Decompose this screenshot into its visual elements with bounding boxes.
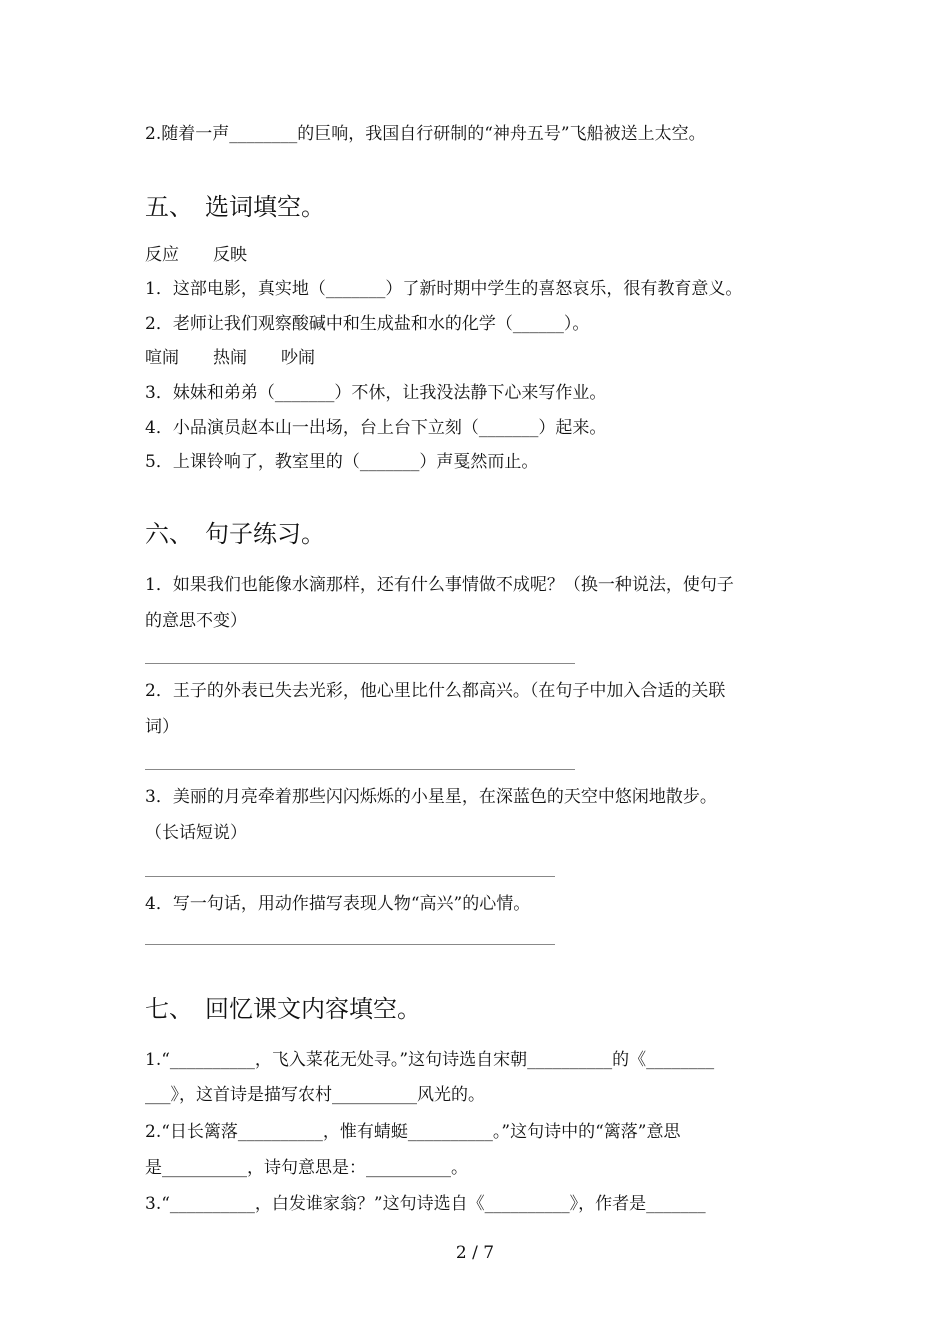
section-7-heading: 七、 回忆课文内容填空。 — [145, 995, 421, 1023]
page-number: 2 / 7 — [455, 1243, 495, 1263]
question-7-1-line-2: ___》，这首诗是描写农村__________风光的。 — [145, 1085, 485, 1105]
answer-line[interactable] — [145, 944, 555, 945]
question-5-3: 3．妹妹和弟弟（_______）不休，让我没法静下心来写作业。 — [145, 383, 607, 403]
question-5-4: 4．小品演员赵本山一出场，台上台下立刻（_______）起来。 — [145, 418, 607, 438]
question-4-2: 2.随着一声________的巨响，我国自行研制的“神舟五号”飞船被送上太空。 — [145, 124, 706, 144]
answer-line[interactable] — [145, 769, 575, 770]
section-6-heading: 六、 句子练习。 — [145, 520, 325, 548]
question-6-2-line-1: 2．王子的外表已失去光彩，他心里比什么都高兴。（在句子中加入合适的关联 — [145, 681, 726, 701]
question-7-2-line-1: 2.“日长篱落__________，惟有蜻蜓__________。”这句诗中的“篱落”意思 — [145, 1122, 681, 1142]
question-6-2-line-2: 词） — [145, 717, 179, 737]
question-6-1-line-1: 1．如果我们也能像水滴那样，还有什么事情做不成呢？（换一种说法，使句子 — [145, 575, 734, 595]
question-5-1: 1．这部电影，真实地（_______）了新时期中学生的喜怒哀乐，很有教育意义。 — [145, 279, 743, 299]
question-6-3-line-2: （长话短说） — [145, 823, 247, 843]
answer-line[interactable] — [145, 663, 575, 664]
word-choices-a: 反应 反映 — [145, 245, 247, 265]
answer-line[interactable] — [145, 876, 555, 877]
word-choices-b: 喧闹 热闹 吵闹 — [145, 348, 315, 368]
question-7-2-line-2: 是__________，诗句意思是：__________。 — [145, 1158, 468, 1178]
section-5-heading: 五、 选词填空。 — [145, 193, 325, 221]
question-7-1-line-1: 1.“__________，飞入菜花无处寻。”这句诗选自宋朝__________的《________ — [145, 1050, 715, 1070]
question-5-2: 2．老师让我们观察酸碱中和生成盐和水的化学（______）。 — [145, 314, 590, 334]
question-6-4: 4．写一句话，用动作描写表现人物“高兴”的心情。 — [145, 894, 531, 914]
question-5-5: 5．上课铃响了，教室里的（_______）声戛然而止。 — [145, 452, 539, 472]
question-6-1-line-2: 的意思不变） — [145, 611, 247, 631]
question-6-3-line-1: 3．美丽的月亮牵着那些闪闪烁烁的小星星，在深蓝色的天空中悠闲地散步。 — [145, 787, 717, 807]
question-7-3: 3.“__________，白发谁家翁？”这句诗选自《__________》，作者是_______ — [145, 1194, 706, 1214]
